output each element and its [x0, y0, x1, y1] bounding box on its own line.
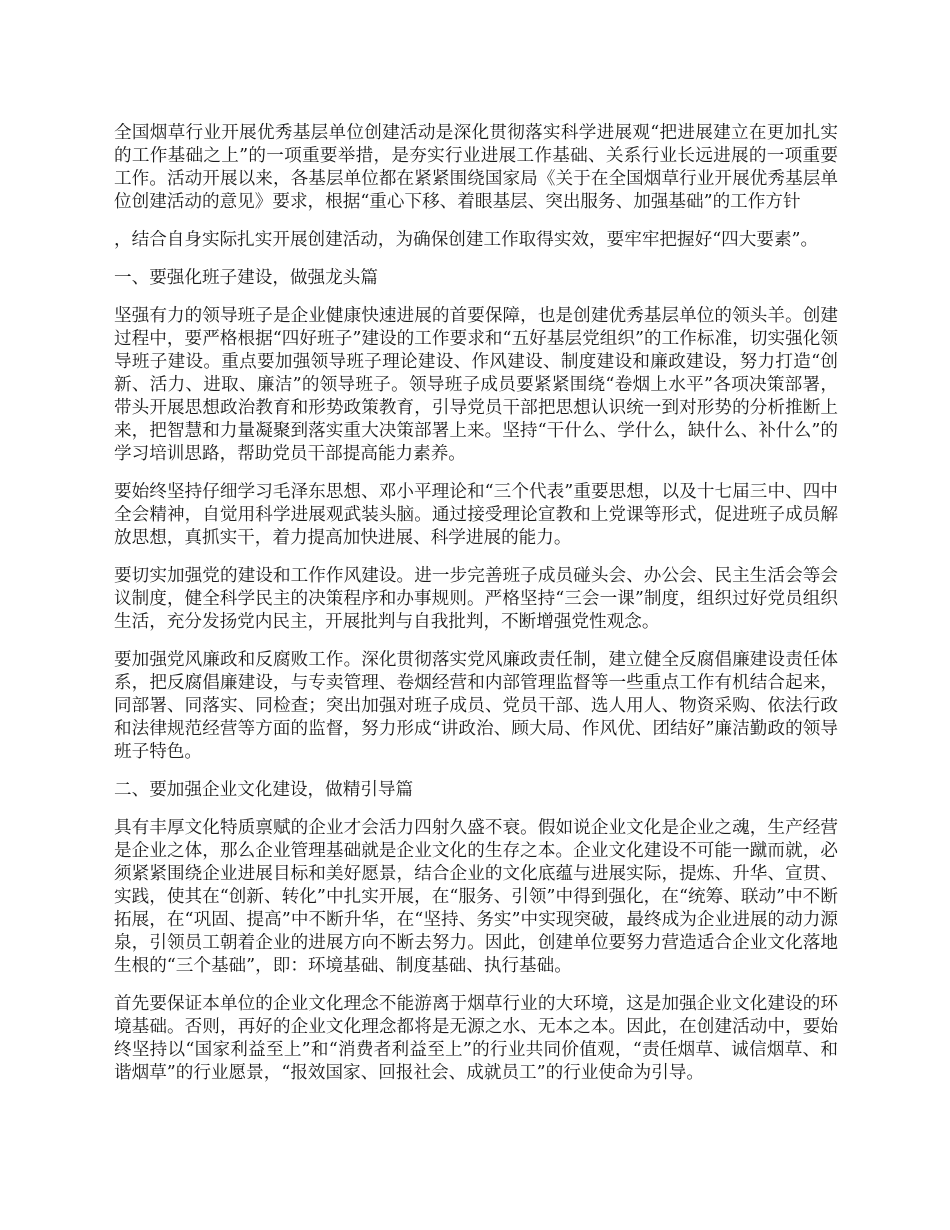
environment-foundation-paragraph: 首先要保证本单位的企业文化理念不能游离于烟草行业的大环境，这是加强企业文化建设的环境基础。否则，再好的企业文化理念都将是无源之水、无本之本。因此，在创建活动中，要始终坚持以“国家利益至上”和“消费者利益至上”的行业共同价值观，“责任烟草、诚信烟草、和谐烟草”的行业愿景，“报效国家、回报社会、成就员工”的行业使命为引导。 — [114, 994, 838, 1083]
section-heading-culture: 二、要加强企业文化建设，做精引导篇 — [114, 780, 414, 800]
leadership-paragraph: 坚强有力的领导班子是企业健康快速进展的首要保障，也是创建优秀基层单位的领头羊。创建过程中，要严格根据“四好班子”建设的工作要求和“五好基层党组织”的工作标准，切实强化领导班子建设。重点要加强领导班子理论建设、作风建设、制度建设和廉政建设，努力打造“创新、活力、进取、廉洁”的领导班子。领导班子成员要紧紧围绕“卷烟上水平”各项决策部署，带头开展思想政治教育和形势政策教育，引导党员干部把思想认识统一到对形势的分析推断上来，把智慧和力量凝聚到落实重大决策部署上来。坚持“干什么、学什么，缺什么、补什么”的学习培训思路，帮助党员干部提高能力素养。 — [114, 306, 838, 464]
intro-paragraph: 全国烟草行业开展优秀基层单位创建活动是深化贯彻落实科学进展观“把进展建立在更加扎实的工作基础之上”的一项重要举措，是夯实行业进展工作基础、关系行业长远进展的一项重要工作。活动开展以来，各基层单位都在紧紧围绕国家局《关于在全国烟草行业开展优秀基层单位创建活动的意见》要求，根据“重心下移、着眼基层、突出服务、加强基础”的工作方针 — [114, 123, 838, 212]
theory-study-paragraph: 要始终坚持仔细学习毛泽东思想、邓小平理论和“三个代表”重要思想，以及十七届三中、四中全会精神，自觉用科学进展观武装头脑。通过接受理论宣教和上党课等形式，促进班子成员解放思想，真抓实干，着力提高加快进展、科学进展的能力。 — [114, 482, 838, 548]
party-building-paragraph: 要切实加强党的建设和工作作风建设。进一步完善班子成员碰头会、办公会、民主生活会等会议制度，健全科学民主的决策程序和办事规则。严格坚持“三会一课”制度，组织过好党员组织生活，充分发扬党内民主，开展批判与自我批判，不断增强党性观念。 — [114, 566, 838, 632]
document-body — [114, 122, 838, 1100]
intro-continuation-paragraph: ，结合自身实际扎实开展创建活动，为确保创建工作取得实效，要牢牢把握好“四大要素”。 — [114, 230, 819, 250]
culture-paragraph: 具有丰厚文化特质禀赋的企业才会活力四射久盛不衰。假如说企业文化是企业之魂，生产经营是企业之体，那么企业管理基础就是企业文化的生存之本。企业文化建设不可能一蹴而就，必须紧紧围绕企业进展目标和美好愿景，结合企业的文化底蕴与进展实际，提炼、升华、宣贯、实践，使其在“创新、转化”中扎实开展，在“服务、引领”中得到强化，在“统筹、联动”中不断拓展，在“巩固、提高”中不断升华，在“坚持、务实”中实现突破，最终成为企业进展的动力源泉，引领员工朝着企业的进展方向不断去努力。因此，创建单位要努力营造适合企业文化落地生根的“三个基础”，即：环境基础、制度基础、执行基础。 — [114, 818, 838, 976]
anti-corruption-paragraph: 要加强党风廉政和反腐败工作。深化贯彻落实党风廉政责任制，建立健全反腐倡廉建设责任体系，把反腐倡廉建设，与专卖管理、卷烟经营和内部管理监督等一些重点工作有机结合起来，同部署、同落实、同检查；突出加强对班子成员、党员干部、选人用人、物资采购、依法行政和法律规范经营等方面的监督，努力形成“讲政治、顾大局、作风优、团结好”廉洁勤政的领导班子特色。 — [114, 650, 838, 762]
section-heading-leadership: 一、要强化班子建设，做强龙头篇 — [114, 268, 378, 288]
